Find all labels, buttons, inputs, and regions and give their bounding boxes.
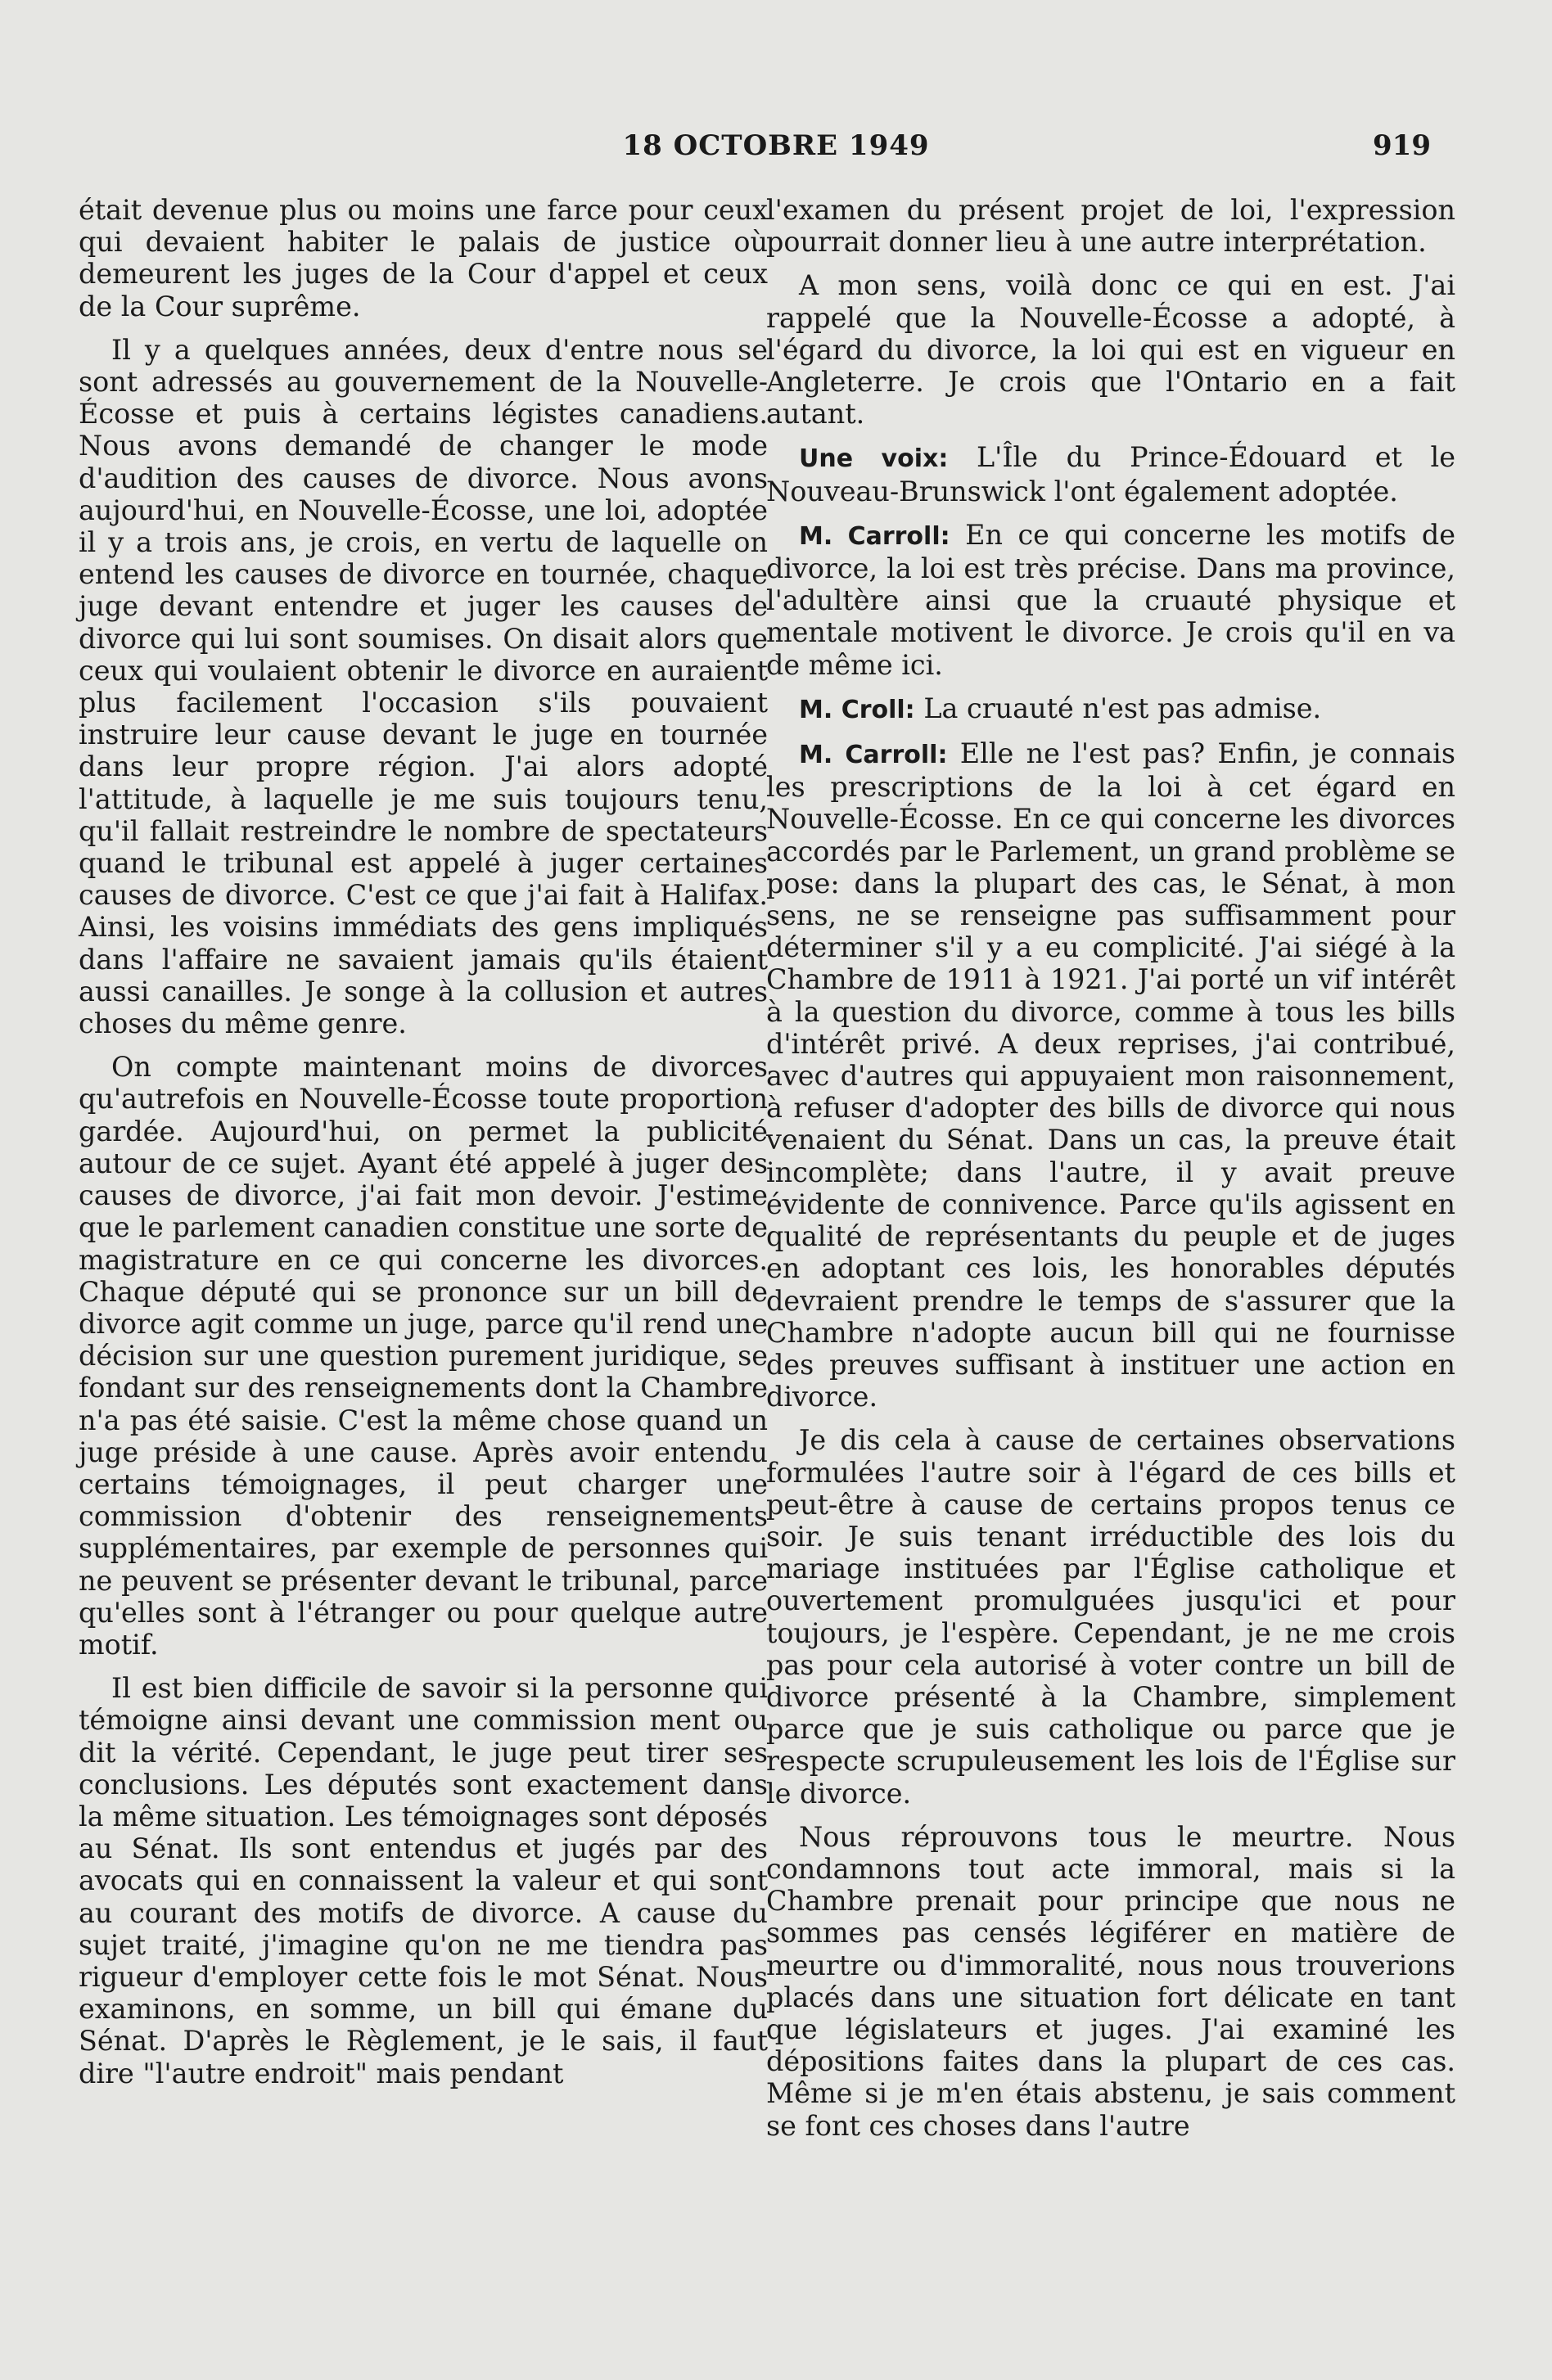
paragraph: l'examen du présent projet de loi, l'expression pourrait donner lieu à une autre interprétation. — [766, 194, 1455, 259]
speech-croll — [766, 692, 1455, 726]
header-date: 18 OCTOBRE 1949 — [622, 129, 930, 162]
speech-carroll-2 — [766, 737, 1455, 1413]
page-number: 919 — [1373, 129, 1431, 162]
speaker-name: M. Carroll: — [799, 741, 948, 770]
paragraph: A mon sens, voilà donc ce qui en est. J'ai rappelé que la Nouvelle-Écosse a adopté, à l'égard du divorce, la loi qui est en vigueur en Angleterre. Je crois que l'Ontario en a fait autant. — [766, 269, 1455, 430]
right-column — [766, 194, 1455, 2153]
speech-carroll — [766, 519, 1455, 681]
paragraph: Il est bien difficile de savoir si la personne qui témoigne ainsi devant une commission ment ou dit la vérité. Cependant, le juge peut tirer ses conclusions. Les députés sont exactement dans la même situation. Les témoignages sont déposés au Sénat. Ils sont entendus et jugés par des avocats qui en connaissent la valeur et qui sont au courant des motifs de divorce. A cause du sujet traité, j'imagine qu'on ne me tiendra pas rigueur d'employer cette fois le mot Sénat. Nous examinons, en somme, un bill qui émane du Sénat. D'après le Règlement, je le sais, il faut dire "l'autre endroit" mais pendant — [79, 1672, 768, 2089]
paragraph: Je dis cela à cause de certaines observations formulées l'autre soir à l'égard de ces bills et peut-être à cause de certains propos tenus ce soir. Je suis tenant irréductible des lois du mariage instituées par l'Église catholique et ouvertement promulguées jusqu'ici et pour toujours, je l'espère. Cependant, je ne me crois pas pour cela autorisé à voter contre un bill de divorce présenté à la Chambre, simplement parce que je suis catholique ou parce que je respecte scrupuleusement les lois de l'Église sur le divorce. — [766, 1424, 1455, 1810]
speaker-name: M. Carroll: — [799, 521, 950, 551]
speaker-name: M. Croll: — [799, 695, 915, 724]
speech-text: L'Île du Prince-Édouard et le Nouveau-Brunswick l'ont également adoptée. — [766, 441, 1455, 507]
paragraph: Nous réprouvons tous le meurtre. Nous condamnons tout acte immoral, mais si la Chambre prenait pour principe que nous ne sommes pas censés légiférer en matière de meurtre ou d'immoralité, nous nous trouverions placés dans une situation fort délicate en tant que législateurs et juges. J'ai examiné les dépositions faites dans la plupart de ces cas. Même si je m'en étais abstenu, je sais comment se font ces choses dans l'autre — [766, 1820, 1455, 2142]
speech-une-voix — [766, 441, 1455, 507]
speech-text: Elle ne l'est pas? Enfin, je connais les prescriptions de la loi à cet égard en Nouvelle-Écosse. En ce qui concerne les divorces accordés par le Parlement, un grand problème se pose: dans la plupart des cas, le Sénat, à mon sens, ne se renseigne pas suffisamment pour déterminer s'il y a eu complicité. J'ai siégé à la Chambre de 1911 à 1921. J'ai porté un vif intérêt à la question du divorce, comme à tous les bills d'intérêt privé. A deux reprises, j'ai contribué, avec d'autres qui appuyaient mon raisonnement, à refuser d'adopter des bills de divorce qui nous venaient du Sénat. Dans un cas, la preuve était incomplète; dans l'autre, il y avait preuve évidente de connivence. Parce qu'ils agissent en qualité de représentants du peuple et de juges en adoptant ces lois, les honorables députés devraient prendre le temps de s'assurer que la Chambre n'adopte aucun bill qui ne fournisse des preuves suffisant à instituer une action en divorce. — [766, 737, 1455, 1413]
speech-text: En ce qui concerne les motifs de divorce, la loi est très précise. Dans ma province, l'adultère ainsi que la cruauté physique et mentale motivent le divorce. Je crois qu'il en va de même ici. — [766, 518, 1455, 681]
speech-text: La cruauté n'est pas admise. — [923, 692, 1322, 724]
page-header — [0, 129, 1552, 170]
paragraph: était devenue plus ou moins une farce pour ceux qui devaient habiter le palais de justice où demeurent les juges de la Cour d'appel et ceux de la Cour suprême. — [79, 194, 768, 322]
speaker-name: Une voix: — [799, 444, 949, 474]
paragraph: Il y a quelques années, deux d'entre nous se sont adressés au gouvernement de la Nouvelle-Écosse et puis à certains légistes canadiens. Nous avons demandé de changer le mode d'audition des causes de divorce. Nous avons aujourd'hui, en Nouvelle-Écosse, une loi, adoptée il y a trois ans, je crois, en vertu de laquelle on entend les causes de divorce en tournée, chaque juge devant entendre et juger les causes de divorce qui lui sont soumises. On disait alors que ceux qui voulaient obtenir le divorce en auraient plus facilement l'occasion s'ils pouvaient instruire leur cause devant le juge en tournée dans leur propre région. J'ai alors adopté l'attitude, à laquelle je me suis toujours tenu, qu'il fallait restreindre le nombre de spectateurs quand le tribunal est appelé à juger certaines causes de divorce. C'est ce que j'ai fait à Halifax. Ainsi, les voisins immédiats des gens impliqués dans l'affaire ne savaient jamais qu'ils étaient aussi canailles. Je songe à la collusion et autres choses du même genre. — [79, 333, 768, 1040]
left-column — [79, 194, 768, 2101]
paragraph: On compte maintenant moins de divorces qu'autrefois en Nouvelle-Écosse toute proportion gardée. Aujourd'hui, on permet la publicité autour de ce sujet. Ayant été appelé à juger des causes de divorce, j'ai fait mon devoir. J'estime que le parlement canadien constitue une sorte de magistrature en ce qui concerne les divorces. Chaque député qui se prononce sur un bill de divorce agit comme un juge, parce qu'il rend une décision sur une question purement juridique, se fondant sur des renseignements dont la Chambre n'a pas été saisie. C'est la même chose quand un juge préside à une cause. Après avoir entendu certains témoignages, il peut charger une commission d'obtenir des renseignements supplémentaires, par exemple de personnes qui ne peuvent se présenter devant le tribunal, parce qu'elles sont à l'étranger ou pour quelque autre motif. — [79, 1051, 768, 1661]
